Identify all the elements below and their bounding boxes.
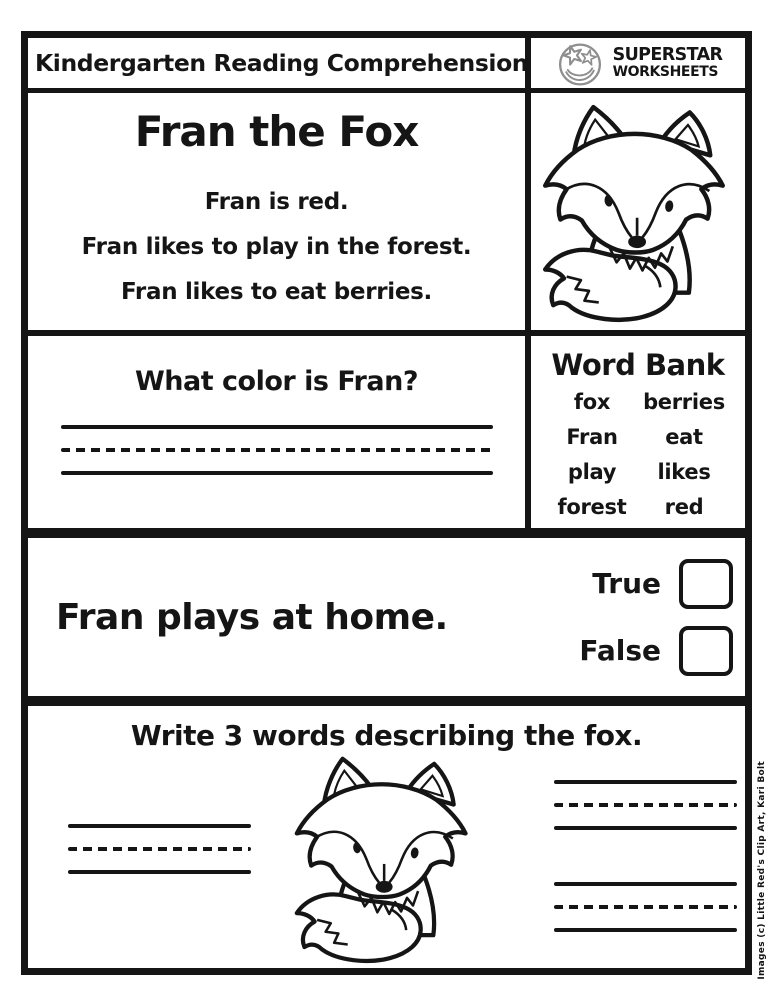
header-title-cell: [28, 38, 529, 88]
word-bank: [531, 336, 745, 528]
writing-line: [61, 471, 493, 475]
question-row: [28, 336, 745, 528]
true-false-section: [28, 538, 745, 696]
writing-left-column: [28, 752, 290, 968]
word-bank-word: likes: [657, 460, 711, 484]
superstar-smiley-icon: [554, 37, 606, 89]
fox-icon: [291, 752, 479, 964]
writing-line-dashed: [554, 803, 737, 807]
story-line: Fran likes to eat berries.: [120, 279, 432, 305]
brand-name-line1: SUPERSTAR: [612, 44, 723, 65]
image-credit: Images (c) Little Red's Clip Art, Kari Bolt: [757, 761, 767, 980]
brand-name-line2: WORKSHEETS: [612, 63, 719, 80]
answer-blank[interactable]: [554, 780, 737, 830]
brand-name: [612, 44, 723, 80]
question-prompt: What color is Fran?: [135, 366, 418, 397]
word-bank-word: fox: [573, 390, 611, 414]
fox-image-cell: [531, 93, 745, 330]
true-option: [592, 559, 733, 609]
false-option: [579, 626, 733, 676]
writing-line: [554, 928, 737, 932]
writing-body: [28, 752, 745, 968]
word-bank-word: berries: [643, 390, 725, 414]
answer-blank[interactable]: [61, 425, 493, 475]
word-bank-word: eat: [665, 425, 703, 449]
writing-line-dashed: [68, 847, 251, 851]
story-line: Fran likes to play in the forest.: [81, 234, 472, 260]
writing-line: [554, 826, 737, 830]
word-bank-title: Word Bank: [551, 348, 725, 382]
writing-line: [61, 425, 493, 429]
story-title: Fran the Fox: [134, 107, 419, 156]
true-checkbox[interactable]: [679, 559, 733, 609]
story-line: Fran is red.: [204, 189, 349, 215]
fox-icon: [539, 100, 737, 323]
word-bank-word: Fran: [566, 425, 618, 449]
word-bank-list: [546, 390, 730, 519]
story-text: [28, 180, 525, 315]
section-divider: [28, 528, 745, 538]
word-bank-word: red: [664, 495, 704, 519]
story-row: [28, 93, 745, 330]
writing-line-dashed: [554, 905, 737, 909]
writing-line: [554, 882, 737, 886]
page-title: Kindergarten Reading Comprehension: [35, 49, 529, 77]
writing-prompt: Write 3 words describing the fox.: [130, 719, 643, 752]
true-label: True: [592, 567, 661, 600]
writing-section: [28, 706, 745, 968]
true-false-statement: Fran plays at home.: [56, 596, 448, 638]
color-question-cell: [28, 336, 525, 528]
word-bank-word: play: [567, 460, 617, 484]
true-false-options: [579, 559, 733, 676]
header-row: [28, 38, 745, 88]
answer-blank[interactable]: [554, 882, 737, 932]
section-divider: [28, 696, 745, 706]
worksheet: [21, 31, 752, 975]
writing-right-column: [480, 752, 745, 968]
writing-line: [554, 780, 737, 784]
false-checkbox[interactable]: [679, 626, 733, 676]
answer-blank[interactable]: [68, 824, 251, 968]
writing-fox-column: [290, 752, 480, 968]
brand-logo: [531, 38, 745, 88]
word-bank-word: forest: [557, 495, 627, 519]
writing-line-dashed: [61, 448, 493, 452]
false-label: False: [579, 634, 661, 667]
writing-line: [68, 870, 251, 874]
writing-line: [68, 824, 251, 828]
story-passage: [28, 93, 525, 330]
